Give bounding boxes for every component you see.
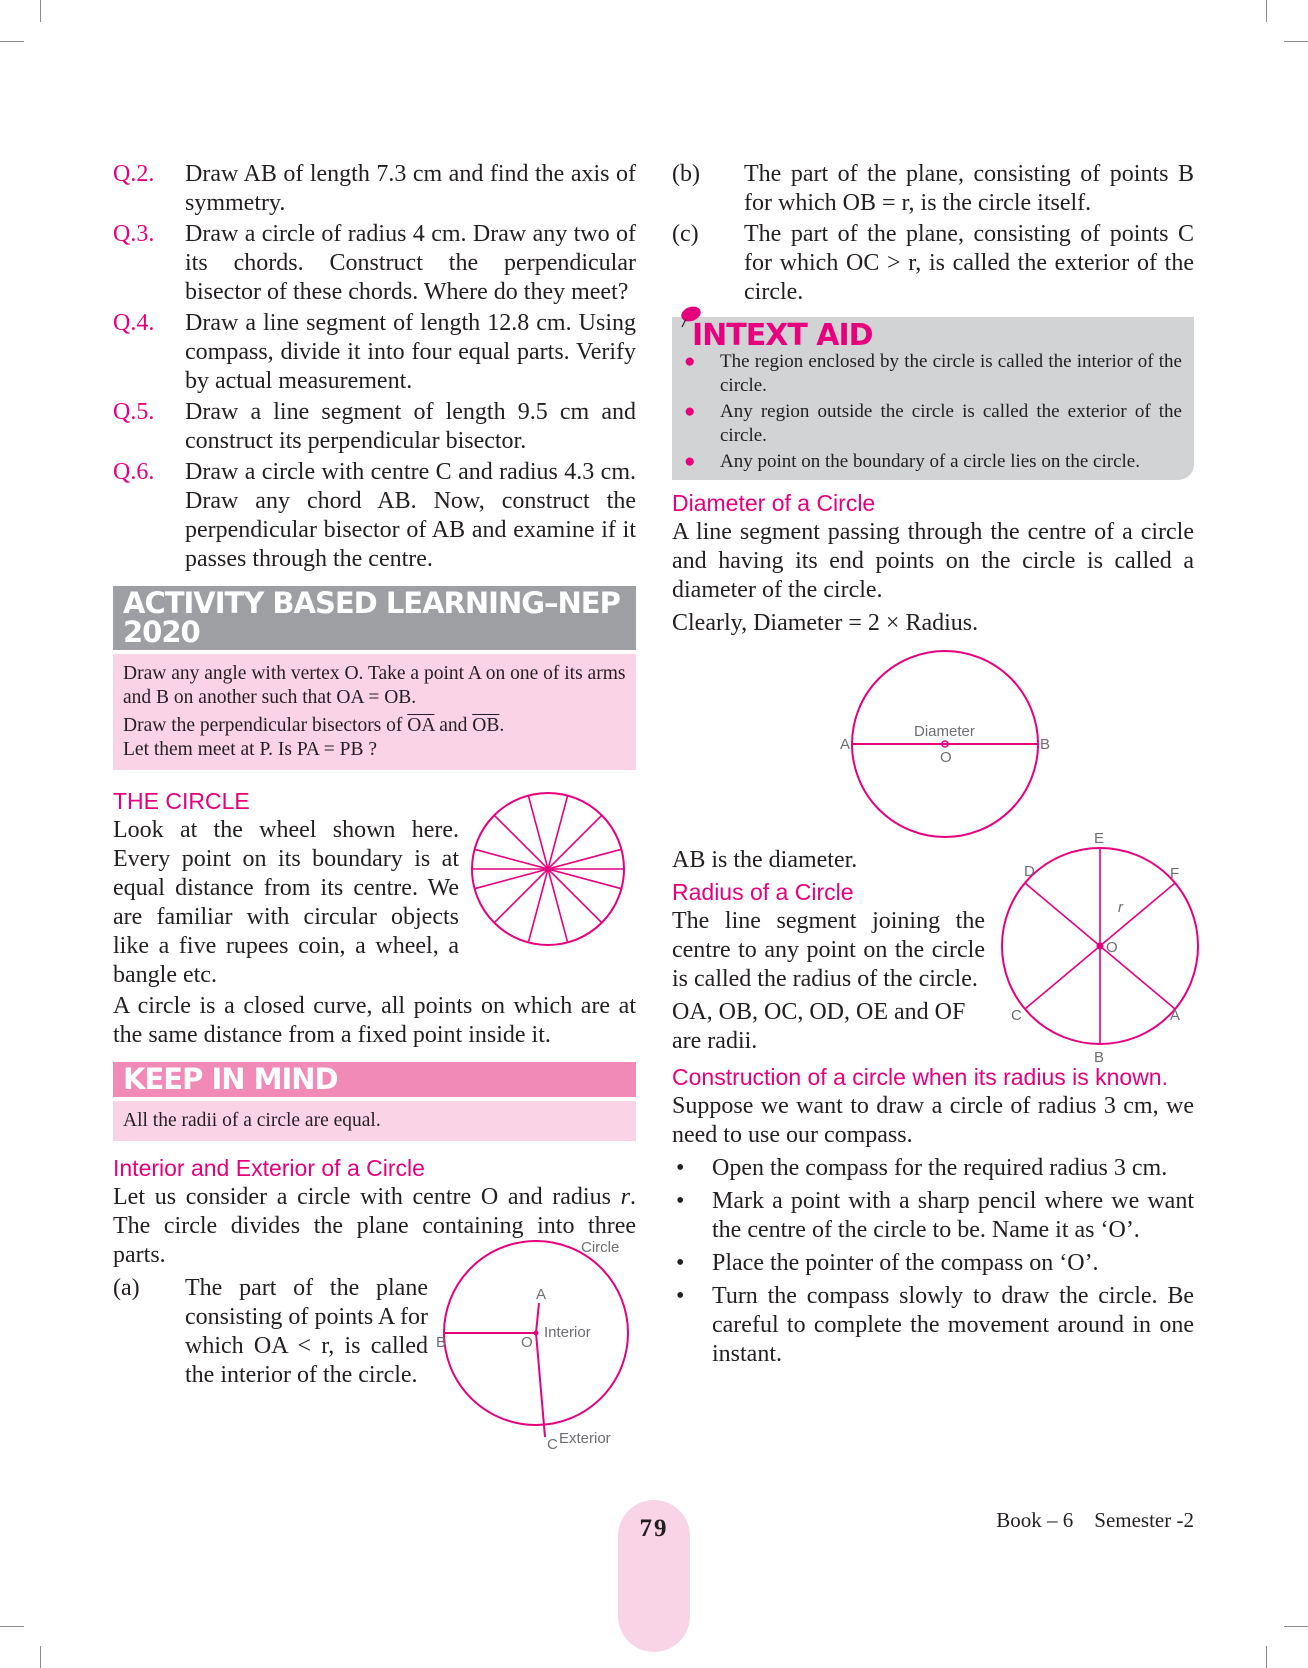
question-q4 <box>113 309 636 396</box>
radius-line <box>1025 883 1100 946</box>
footer-book-semester: Book – 6 Semester -2 <box>996 1508 1194 1532</box>
activity-line-3: Let them meet at P. Is PA = PB ? <box>123 739 378 760</box>
construction-step <box>672 1282 1194 1369</box>
left-column <box>113 160 636 1449</box>
question-number: Q.5. <box>113 399 155 425</box>
the-circle-para-2: A circle is a closed curve, all points on which are at the same distance from a fixed point inside it. <box>113 993 636 1048</box>
radius-section <box>672 830 1194 1064</box>
segment-oa-line <box>536 1303 539 1333</box>
wheel-figure <box>468 789 628 949</box>
radius-centre <box>1097 943 1104 950</box>
construction-step <box>672 1154 1194 1183</box>
construction-heading: Construction of a circle when its radius is known. <box>672 1064 1168 1090</box>
activity-box <box>113 654 636 770</box>
diameter-heading: Diameter of a Circle <box>672 490 876 516</box>
interior-exterior-figure <box>433 1237 643 1449</box>
intext-item <box>680 450 1182 474</box>
question-text: Draw a circle of radius 4 cm. Draw any two of its chords. Construct the perpendicular bisector of these chords. Where do they meet? <box>185 221 636 305</box>
label-b: B <box>1094 1049 1105 1064</box>
activity-period: . <box>499 715 505 736</box>
question-q6 <box>113 458 636 574</box>
construction-step <box>672 1249 1194 1278</box>
intext-aid-title: INTEXT AID <box>692 318 873 353</box>
radius-para: The line segment joining the centre to any point on the circle is called the radius of the circle. <box>672 908 985 992</box>
crop-mark <box>40 1646 41 1668</box>
para-part-1: Let us consider a circle with centre O and radius r. The circle divides the plane containing into three parts. <box>113 1184 636 1268</box>
label-f: F <box>1170 865 1180 882</box>
crop-mark <box>40 0 41 22</box>
label-circle: Circle <box>581 1239 620 1256</box>
question-text: Draw AB of length 7.3 cm and find the axis of symmetry. <box>185 161 636 216</box>
crop-mark <box>1266 0 1267 22</box>
question-number: Q.6. <box>113 459 155 485</box>
label-diameter: Diameter <box>914 723 975 740</box>
part-c-label: (c) <box>672 221 699 247</box>
part-b-label: (b) <box>672 161 700 187</box>
part-c <box>672 220 1194 307</box>
segment-ob: $\overline{OB}$ <box>472 715 500 736</box>
intext-aid-box <box>672 317 1194 480</box>
crop-mark <box>1284 1626 1308 1627</box>
activity-line-1: Draw any angle with vertex O. Take a point A on one of its arms and B on another such that OA = OB. <box>123 663 626 708</box>
crop-mark <box>0 41 24 42</box>
question-q5 <box>113 398 636 456</box>
intext-item <box>680 350 1182 398</box>
activity-and: and <box>439 715 468 736</box>
crop-mark <box>1266 1646 1267 1668</box>
label-e: E <box>1094 830 1105 847</box>
label-b: B <box>1040 736 1051 753</box>
label-o: O <box>521 1334 533 1351</box>
label-c: C <box>547 1436 558 1449</box>
keep-in-mind-banner: KEEP IN MIND <box>113 1062 636 1097</box>
part-c-text: The part of the plane, consisting of points C for which OC > r, is called the exterior of the circle. <box>744 221 1194 305</box>
bullet-icon: ● <box>684 401 696 422</box>
question-text: Draw a line segment of length 9.5 cm and construct its perpendicular bisector. <box>185 399 636 454</box>
label-o: O <box>940 749 952 766</box>
label-a: A <box>536 1286 547 1303</box>
keep-in-mind-section <box>113 1062 636 1141</box>
label-exterior: Exterior <box>559 1430 611 1447</box>
question-q2 <box>113 160 636 218</box>
question-number: Q.2. <box>113 161 155 187</box>
pin-icon <box>678 305 704 327</box>
question-q3 <box>113 220 636 307</box>
part-a-label: (a) <box>113 1275 140 1301</box>
question-number: Q.4. <box>113 310 155 336</box>
label-c: C <box>1011 1007 1022 1024</box>
label-interior: Interior <box>544 1324 591 1341</box>
question-text: Draw a line segment of length 12.8 cm. Using compass, divide it into four equal parts. Verify by actual measurement. <box>185 310 636 394</box>
interior-exterior-section <box>113 1183 636 1449</box>
intext-item-text: Any point on the boundary of a circle lies on the circle. <box>720 451 1140 472</box>
diameter-para: A line segment passing through the centre of a circle and having its end points on the circle is called a diameter of the circle. <box>672 519 1194 603</box>
right-column <box>672 160 1194 1369</box>
interior-exterior-heading: Interior and Exterior of a Circle <box>113 1155 425 1181</box>
crop-mark <box>0 1626 24 1627</box>
wheel-spokes <box>472 796 624 943</box>
question-text: Draw a circle with centre C and radius 4.3 cm. Draw any chord AB. Now, construct the perpendicular bisector of AB and examine if it passes through the centre. <box>185 459 636 572</box>
label-o: O <box>1106 939 1118 956</box>
activity-line-2-text: Draw the perpendicular bisectors of <box>123 715 403 736</box>
diameter-formula: Clearly, Diameter = 2 × Radius. <box>672 610 979 636</box>
bullet-icon: ● <box>684 351 696 372</box>
diameter-figure <box>817 644 1077 844</box>
radius-heading: Radius of a Circle <box>672 879 854 905</box>
construction-step-text: Place the pointer of the compass on ‘O’. <box>712 1250 1099 1276</box>
crop-mark <box>1284 41 1308 42</box>
intext-item-text: Any region outside the circle is called the exterior of the circle. <box>720 401 1182 446</box>
label-b: B <box>436 1334 447 1351</box>
radius-figure <box>994 828 1204 1064</box>
part-b-text: The part of the plane, consisting of points B for which OB = r, is the circle itself. <box>744 161 1194 216</box>
the-circle-section <box>113 816 636 1050</box>
keep-in-mind-box: All the radii of a circle are equal. <box>113 1101 636 1141</box>
bullet-icon: • <box>676 1188 685 1214</box>
radius-list: OA, OB, OC, OD, OE and OF are radii. <box>672 999 966 1054</box>
question-number: Q.3. <box>113 221 155 247</box>
segment-oa: $\overline{OA}$ <box>407 715 435 736</box>
construction-para: Suppose we want to draw a circle of radius 3 cm, we need to use our compass. <box>672 1093 1194 1148</box>
the-circle-para-1: Look at the wheel shown here. Every point on its boundary is at equal distance from its centre. We are familiar with circular objects like a five rupees coin, a wheel, a bangle etc. <box>113 817 459 988</box>
diameter-after: AB is the diameter. <box>672 847 858 873</box>
construction-step <box>672 1187 1194 1245</box>
part-a-text: The part of the plane consisting of points A for which OA < r, is called the interior of the circle. <box>185 1275 428 1388</box>
radius-line <box>1100 883 1175 946</box>
part-a <box>113 1274 428 1390</box>
construction-step-text: Turn the compass slowly to draw the circle. Be careful to complete the movement around in one instant. <box>712 1283 1194 1367</box>
label-a: A <box>1170 1007 1181 1024</box>
page-number: 79 <box>639 1515 669 1542</box>
bullet-icon: • <box>676 1155 685 1181</box>
the-circle-heading: THE CIRCLE <box>113 788 250 814</box>
intext-item-text: The region enclosed by the circle is called the interior of the circle. <box>720 351 1182 396</box>
bullet-icon: • <box>676 1250 685 1276</box>
bullet-icon: • <box>676 1283 685 1309</box>
intext-item <box>680 400 1182 448</box>
activity-banner: ACTIVITY BASED LEARNING–NEP 2020 <box>113 586 636 650</box>
label-a: A <box>840 736 851 753</box>
radius-line <box>1025 946 1100 1009</box>
bullet-icon: ● <box>684 451 696 472</box>
activity-line-2 <box>123 714 626 738</box>
part-b <box>672 160 1194 218</box>
label-d: D <box>1024 863 1035 880</box>
construction-step-text: Open the compass for the required radius 3 cm. <box>712 1155 1168 1181</box>
centre-point <box>534 1331 539 1336</box>
label-r: r <box>1118 899 1123 916</box>
activity-section <box>113 586 636 770</box>
construction-step-text: Mark a point with a sharp pencil where we want the centre of the circle to be. Name it as ‘O’. <box>712 1188 1194 1243</box>
segment-oc-line <box>536 1333 545 1437</box>
